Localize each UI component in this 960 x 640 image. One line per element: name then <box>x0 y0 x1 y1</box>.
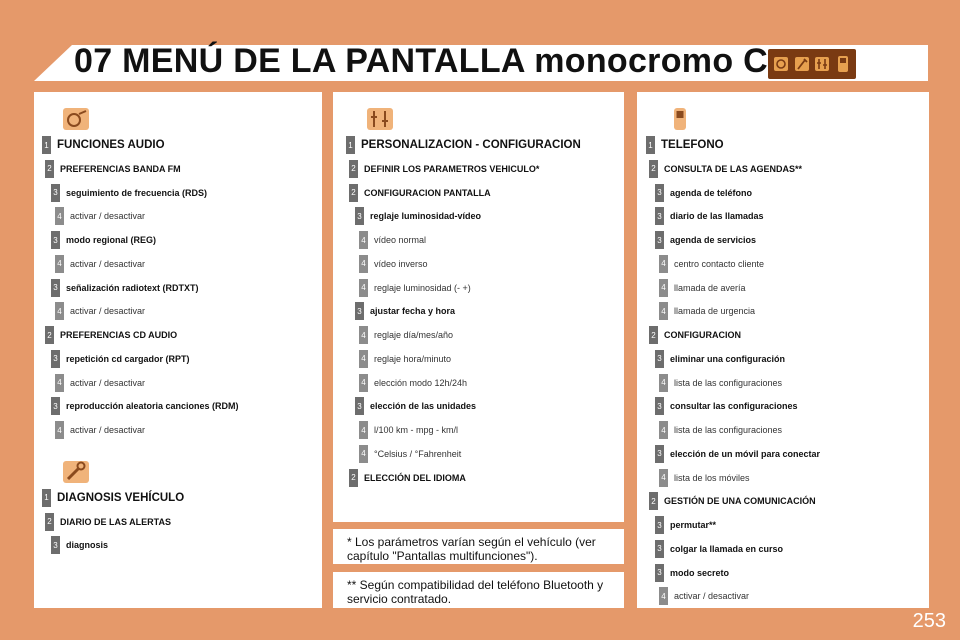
menu-item-level-4 <box>55 208 145 224</box>
level-badge: 2 <box>349 160 358 178</box>
menu-item-level-4 <box>359 446 461 462</box>
menu-item-level-4 <box>359 280 471 296</box>
menu-item-level-4 <box>659 256 764 272</box>
menu-item-level-1 <box>646 137 724 153</box>
menu-item-level-3 <box>655 185 752 201</box>
menu-item-label: vídeo normal <box>374 235 427 245</box>
menu-item-label: elección de un móvil para conectar <box>670 448 821 459</box>
menu-item-label: repetición cd cargador (RPT) <box>66 353 190 364</box>
menu-item-level-1 <box>42 490 184 506</box>
menu-item-level-3 <box>655 208 764 224</box>
menu-item-label: DEFINIR LOS PARAMETROS VEHICULO* <box>364 163 540 174</box>
menu-item-label: PREFERENCIAS CD AUDIO <box>60 330 178 340</box>
level-badge: 4 <box>55 374 64 392</box>
menu-item-level-1 <box>346 137 581 153</box>
level-badge: 2 <box>649 160 658 178</box>
menu-item-level-4 <box>55 375 145 391</box>
level-badge: 4 <box>659 469 668 487</box>
level-badge: 2 <box>649 326 658 344</box>
menu-item-level-4 <box>659 280 746 296</box>
phone-icon <box>834 54 852 74</box>
audio-icon <box>772 54 790 74</box>
tools-icon-2 <box>813 54 831 74</box>
menu-item-level-3 <box>51 232 156 248</box>
level-badge: 3 <box>655 397 664 415</box>
menu-item-label: CONSULTA DE LAS AGENDAS** <box>664 163 803 174</box>
level-badge: 4 <box>359 231 368 249</box>
level-badge: 4 <box>659 421 668 439</box>
level-badge: 4 <box>359 374 368 392</box>
menu-item-label: centro contacto cliente <box>674 258 765 269</box>
menu-item-label: agenda de servicios <box>670 235 757 245</box>
level-badge: 3 <box>355 302 364 320</box>
menu-item-label: agenda de teléfono <box>670 187 753 198</box>
menu-item-level-3 <box>655 446 820 462</box>
tools-icon <box>793 54 811 74</box>
menu-item-level-4 <box>55 256 145 272</box>
menu-item-level-2 <box>349 185 491 201</box>
level-badge: 4 <box>659 302 668 320</box>
menu-item-label: activar / desactivar <box>70 425 146 435</box>
level-badge: 4 <box>359 255 368 273</box>
menu-item-level-4 <box>55 303 145 319</box>
level-badge: 1 <box>646 136 655 154</box>
menu-item-label: reglaje luminosidad-vídeo <box>370 211 482 222</box>
menu-item-label: diario de las llamadas <box>670 211 764 222</box>
menu-item-label: ajustar fecha y hora <box>370 306 456 317</box>
level-badge: 2 <box>45 326 54 344</box>
menu-item-label: activar / desactivar <box>674 591 750 602</box>
level-badge: 4 <box>659 279 668 297</box>
menu-item-label: llamada de avería <box>674 282 746 293</box>
menu-item-label: PREFERENCIAS BANDA FM <box>60 163 181 174</box>
level-badge: 3 <box>655 207 664 225</box>
level-badge: 3 <box>51 184 60 202</box>
level-badge: 1 <box>346 136 355 154</box>
level-badge: 1 <box>42 136 51 154</box>
level-badge: 3 <box>355 207 364 225</box>
menu-item-label: vídeo inverso <box>374 258 428 269</box>
menu-item-level-3 <box>655 565 729 581</box>
header-icon-strip <box>768 49 856 79</box>
level-badge: 4 <box>359 326 368 344</box>
level-badge: 4 <box>55 255 64 273</box>
level-badge: 4 <box>359 421 368 439</box>
phone-icon <box>666 107 694 131</box>
menu-item-label: modo regional (REG) <box>66 235 156 245</box>
menu-item-level-2 <box>349 161 539 177</box>
page-number: 253 <box>912 610 946 632</box>
level-badge: 3 <box>655 564 664 582</box>
menu-item-level-3 <box>655 541 783 557</box>
menu-item-label: modo secreto <box>670 567 730 578</box>
level-badge: 2 <box>349 469 358 487</box>
level-badge: 4 <box>659 587 668 605</box>
menu-item-level-4 <box>359 422 458 438</box>
audio-settings-icon <box>62 107 90 131</box>
menu-item-level-3 <box>655 398 798 414</box>
menu-item-label: reglaje luminosidad (- +) <box>374 282 471 293</box>
menu-item-level-4 <box>55 422 145 438</box>
level-badge: 4 <box>659 374 668 392</box>
menu-item-level-4 <box>659 422 782 438</box>
level-badge: 3 <box>655 231 664 249</box>
menu-item-level-4 <box>359 232 426 248</box>
menu-item-level-4 <box>359 256 428 272</box>
page-title: 07 MENÚ DE LA PANTALLA monocromo C <box>74 42 768 80</box>
menu-item-label: lista de los móviles <box>674 472 750 483</box>
level-badge: 3 <box>655 184 664 202</box>
menu-item-level-3 <box>51 351 190 367</box>
level-badge: 3 <box>655 445 664 463</box>
menu-item-level-2 <box>45 327 177 343</box>
menu-item-label: elección modo 12h/24h <box>374 377 468 388</box>
menu-item-label: l/100 km - mpg - km/l <box>374 425 459 435</box>
menu-item-level-4 <box>659 303 755 319</box>
menu-item-level-3 <box>655 517 716 533</box>
menu-item-label: FUNCIONES AUDIO <box>57 139 165 151</box>
level-badge: 3 <box>655 540 664 558</box>
menu-item-label: TELEFONO <box>661 139 724 151</box>
menu-item-level-3 <box>355 398 476 414</box>
menu-item-level-4 <box>659 588 749 604</box>
menu-item-label: °Celsius / °Fahrenheit <box>374 448 462 459</box>
menu-item-label: señalización radiotext (RDTXT) <box>66 282 199 293</box>
menu-item-level-2 <box>649 493 816 509</box>
level-badge: 4 <box>55 302 64 320</box>
menu-item-label: permutar** <box>670 520 717 530</box>
wrench-icon <box>62 460 90 484</box>
menu-item-label: activar / desactivar <box>70 211 146 222</box>
menu-item-level-3 <box>51 537 108 553</box>
menu-item-level-3 <box>355 208 481 224</box>
menu-item-label: reglaje hora/minuto <box>374 353 452 364</box>
level-badge: 3 <box>655 350 664 368</box>
menu-item-label: elección de las unidades <box>370 401 477 412</box>
menu-item-level-3 <box>355 303 455 319</box>
menu-item-level-3 <box>51 398 239 414</box>
menu-item-level-3 <box>51 185 207 201</box>
footnote-parameters: * Los parámetros varían según el vehículo (ver capítulo "Pantallas multifunciones"). <box>333 529 624 564</box>
menu-item-label: reproducción aleatoria canciones (RDM) <box>66 401 239 412</box>
level-badge: 3 <box>655 516 664 534</box>
menu-item-label: DIAGNOSIS VEHÍCULO <box>57 491 185 504</box>
menu-item-label: activar / desactivar <box>70 258 146 269</box>
level-badge: 4 <box>55 421 64 439</box>
level-badge: 3 <box>51 397 60 415</box>
menu-item-level-3 <box>51 280 199 296</box>
menu-item-label: seguimiento de frecuencia (RDS) <box>66 187 208 198</box>
menu-item-label: consultar las configuraciones <box>670 401 798 412</box>
menu-item-level-3 <box>655 232 756 248</box>
menu-item-level-2 <box>45 514 171 530</box>
menu-item-level-2 <box>649 327 741 343</box>
menu-item-level-4 <box>359 375 467 391</box>
level-badge: 3 <box>51 279 60 297</box>
level-badge: 3 <box>51 231 60 249</box>
menu-item-label: lista de las configuraciones <box>674 377 783 388</box>
level-badge: 2 <box>349 184 358 202</box>
level-badge: 4 <box>359 350 368 368</box>
menu-item-level-4 <box>659 375 782 391</box>
level-badge: 3 <box>355 397 364 415</box>
menu-item-label: reglaje día/mes/año <box>374 330 454 340</box>
menu-item-label: DIARIO DE LAS ALERTAS <box>60 516 172 527</box>
menu-item-label: activar / desactivar <box>70 306 146 317</box>
menu-item-label: CONFIGURACION <box>664 330 741 340</box>
level-badge: 3 <box>51 350 60 368</box>
menu-item-level-2 <box>45 161 181 177</box>
menu-item-level-4 <box>659 470 750 486</box>
level-badge: 4 <box>359 445 368 463</box>
level-badge: 2 <box>45 513 54 531</box>
menu-item-label: diagnosis <box>66 540 109 551</box>
menu-item-label: activar / desactivar <box>70 377 146 388</box>
level-badge: 3 <box>51 536 60 554</box>
menu-item-label: PERSONALIZACION - CONFIGURACION <box>361 139 581 151</box>
level-badge: 4 <box>659 255 668 273</box>
menu-item-level-4 <box>359 327 453 343</box>
level-badge: 4 <box>55 207 64 225</box>
menu-item-label: ELECCIÓN DEL IDIOMA <box>364 472 466 483</box>
level-badge: 4 <box>359 279 368 297</box>
menu-item-level-3 <box>655 351 785 367</box>
menu-item-label: CONFIGURACION PANTALLA <box>364 187 491 198</box>
menu-item-label: GESTIÓN DE UNA COMUNICACIÓN <box>664 496 816 507</box>
level-badge: 1 <box>42 489 51 507</box>
menu-item-level-2 <box>349 470 466 486</box>
tools-settings-icon <box>366 107 394 131</box>
footnote-bluetooth: ** Según compatibilidad del teléfono Bluetooth y servicio contratado. <box>333 572 624 608</box>
menu-item-level-4 <box>359 351 451 367</box>
level-badge: 2 <box>45 160 54 178</box>
menu-item-label: colgar la llamada en curso <box>670 543 784 554</box>
menu-item-label: lista de las configuraciones <box>674 425 783 435</box>
menu-item-label: llamada de urgencia <box>674 306 756 317</box>
menu-item-level-1 <box>42 137 165 153</box>
menu-item-label: eliminar una configuración <box>670 353 786 364</box>
level-badge: 2 <box>649 492 658 510</box>
menu-item-level-2 <box>649 161 802 177</box>
